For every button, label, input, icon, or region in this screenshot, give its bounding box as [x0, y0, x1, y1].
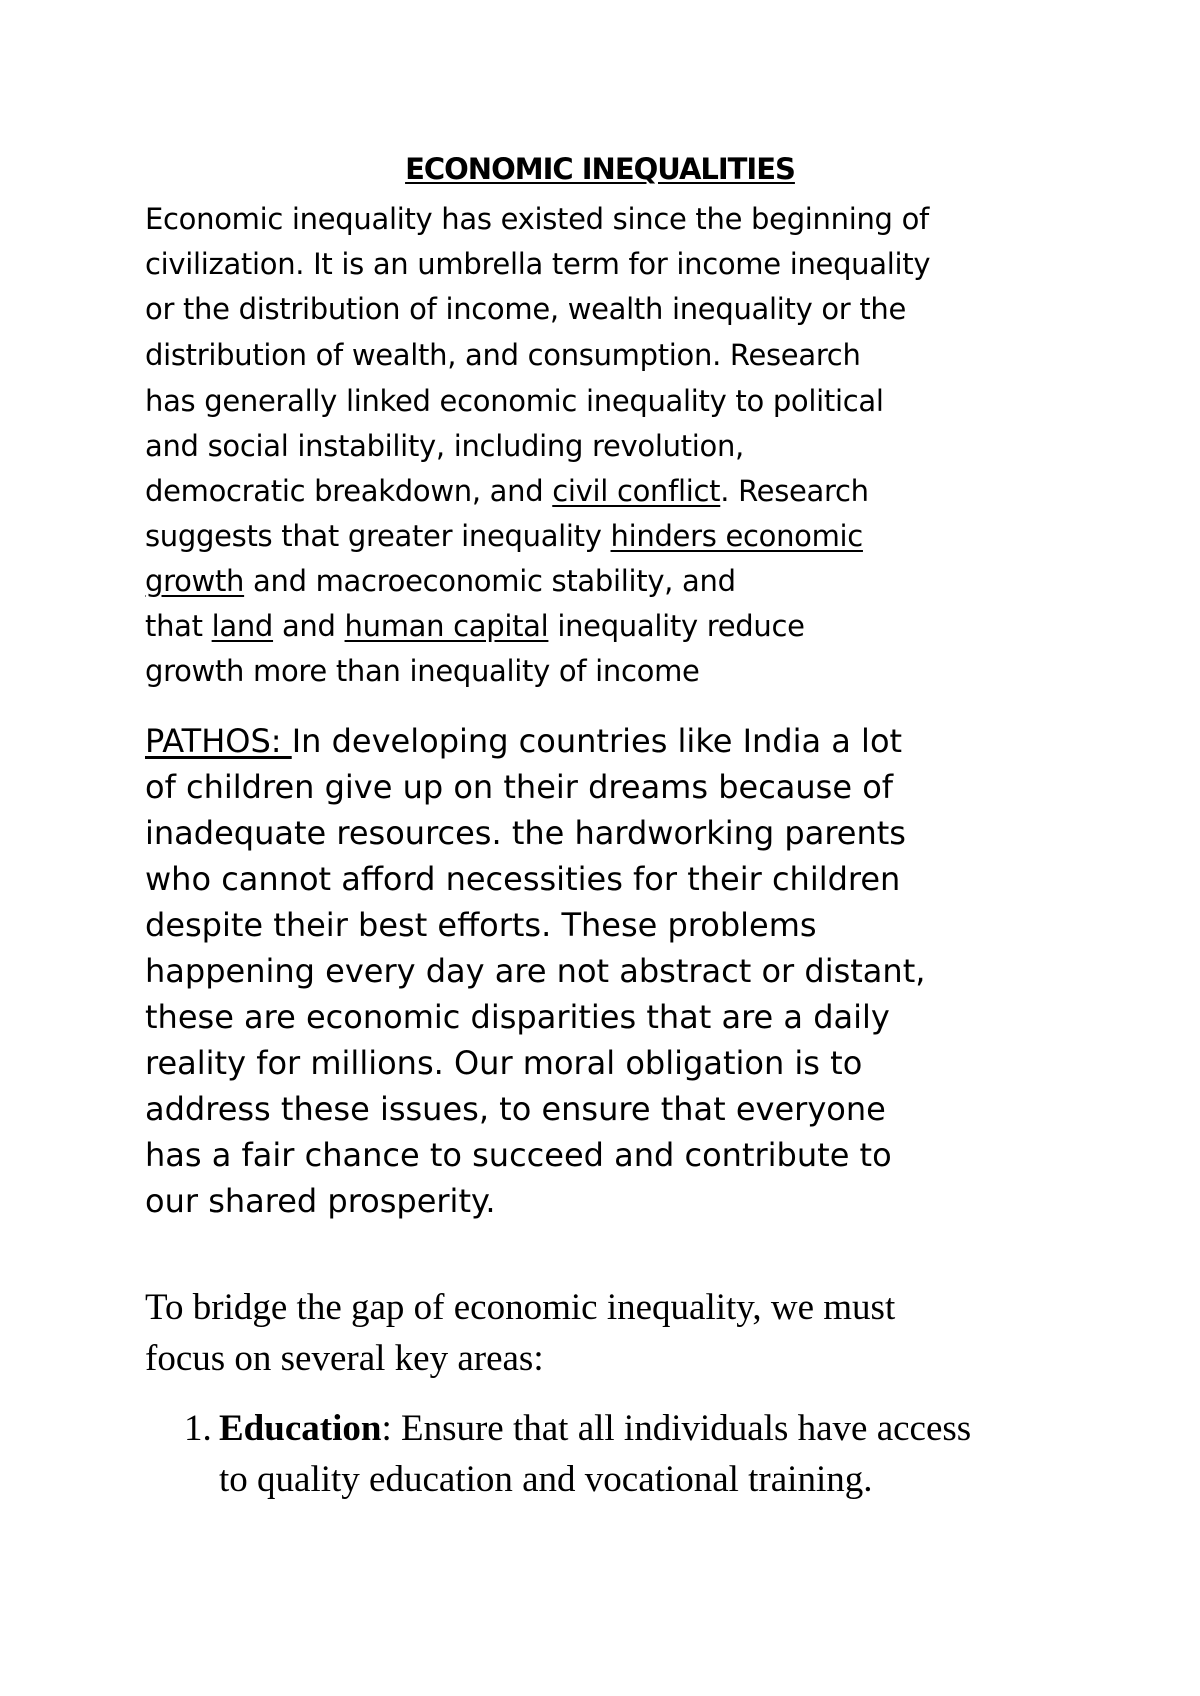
paragraph-line: [145, 718, 1065, 764]
list-item-number: 1.: [184, 1408, 212, 1449]
paragraph-line: distribution of wealth, and consumption. Research: [145, 338, 861, 372]
human-capital-link[interactable]: human capital: [344, 609, 549, 643]
list-item-body: [219, 1403, 1099, 1505]
paragraph-line: [145, 604, 1065, 649]
bridge-paragraph: [145, 1282, 1065, 1384]
pathos-label: PATHOS:: [145, 722, 292, 760]
paragraph-line: our shared prosperity.: [145, 1182, 496, 1220]
paragraph-line: inadequate resources. the hardworking parents: [145, 814, 906, 852]
paragraph-line: who cannot afford necessities for their children: [145, 860, 901, 898]
text-run: and: [273, 609, 345, 643]
paragraph-line: and social instability, including revolution,: [145, 429, 744, 463]
paragraph-line: growth more than inequality of income: [145, 654, 700, 688]
paragraph-line: happening every day are not abstract or distant,: [145, 952, 926, 990]
paragraph-line: To bridge the gap of economic inequality, we must: [145, 1287, 896, 1328]
text-run: In developing countries like India a lot: [291, 722, 903, 760]
paragraph-line: address these issues, to ensure that everyone: [145, 1090, 886, 1128]
text-run: democratic breakdown, and: [145, 474, 553, 508]
paragraph-line: [145, 469, 1065, 514]
text-run: inequality reduce: [548, 609, 805, 643]
paragraph-line: has a fair chance to succeed and contribute to: [145, 1136, 892, 1174]
pathos-paragraph: [145, 718, 1065, 1224]
text-run: . Research: [720, 474, 869, 508]
paragraph-line: reality for millions. Our moral obligation is to: [145, 1044, 863, 1082]
paragraph-line: to quality education and vocational training.: [219, 1459, 873, 1500]
text-run: : Ensure that all individuals have access: [381, 1408, 972, 1449]
paragraph-line: civilization. It is an umbrella term for income inequality: [145, 247, 931, 281]
hinders-economic-growth-link-cont[interactable]: growth: [145, 564, 245, 598]
paragraph-line: [219, 1403, 1099, 1454]
text-run: that: [145, 609, 212, 643]
text-run: and macroeconomic stability, and: [244, 564, 736, 598]
paragraph-line: despite their best efforts. These problems: [145, 906, 817, 944]
intro-paragraph: [145, 197, 1065, 694]
paragraph-line: focus on several key areas:: [145, 1338, 544, 1379]
paragraph-line: has generally linked economic inequality to political: [145, 384, 884, 418]
text-run: suggests that greater inequality: [145, 519, 611, 553]
land-link[interactable]: land: [211, 609, 274, 643]
paragraph-line: of children give up on their dreams because of: [145, 768, 894, 806]
paragraph-line: these are economic disparities that are a daily: [145, 998, 890, 1036]
paragraph-line: [145, 514, 1065, 559]
paragraph-line: [145, 559, 1065, 604]
civil-conflict-link[interactable]: civil conflict: [552, 474, 721, 508]
paragraph-line: Economic inequality has existed since the beginning of: [145, 202, 929, 236]
hinders-economic-growth-link[interactable]: hinders economic: [610, 519, 863, 553]
document-title: ECONOMIC INEQUALITIES: [405, 152, 795, 186]
paragraph-line: or the distribution of income, wealth inequality or the: [145, 292, 907, 326]
list-item-term: Education: [219, 1408, 382, 1449]
